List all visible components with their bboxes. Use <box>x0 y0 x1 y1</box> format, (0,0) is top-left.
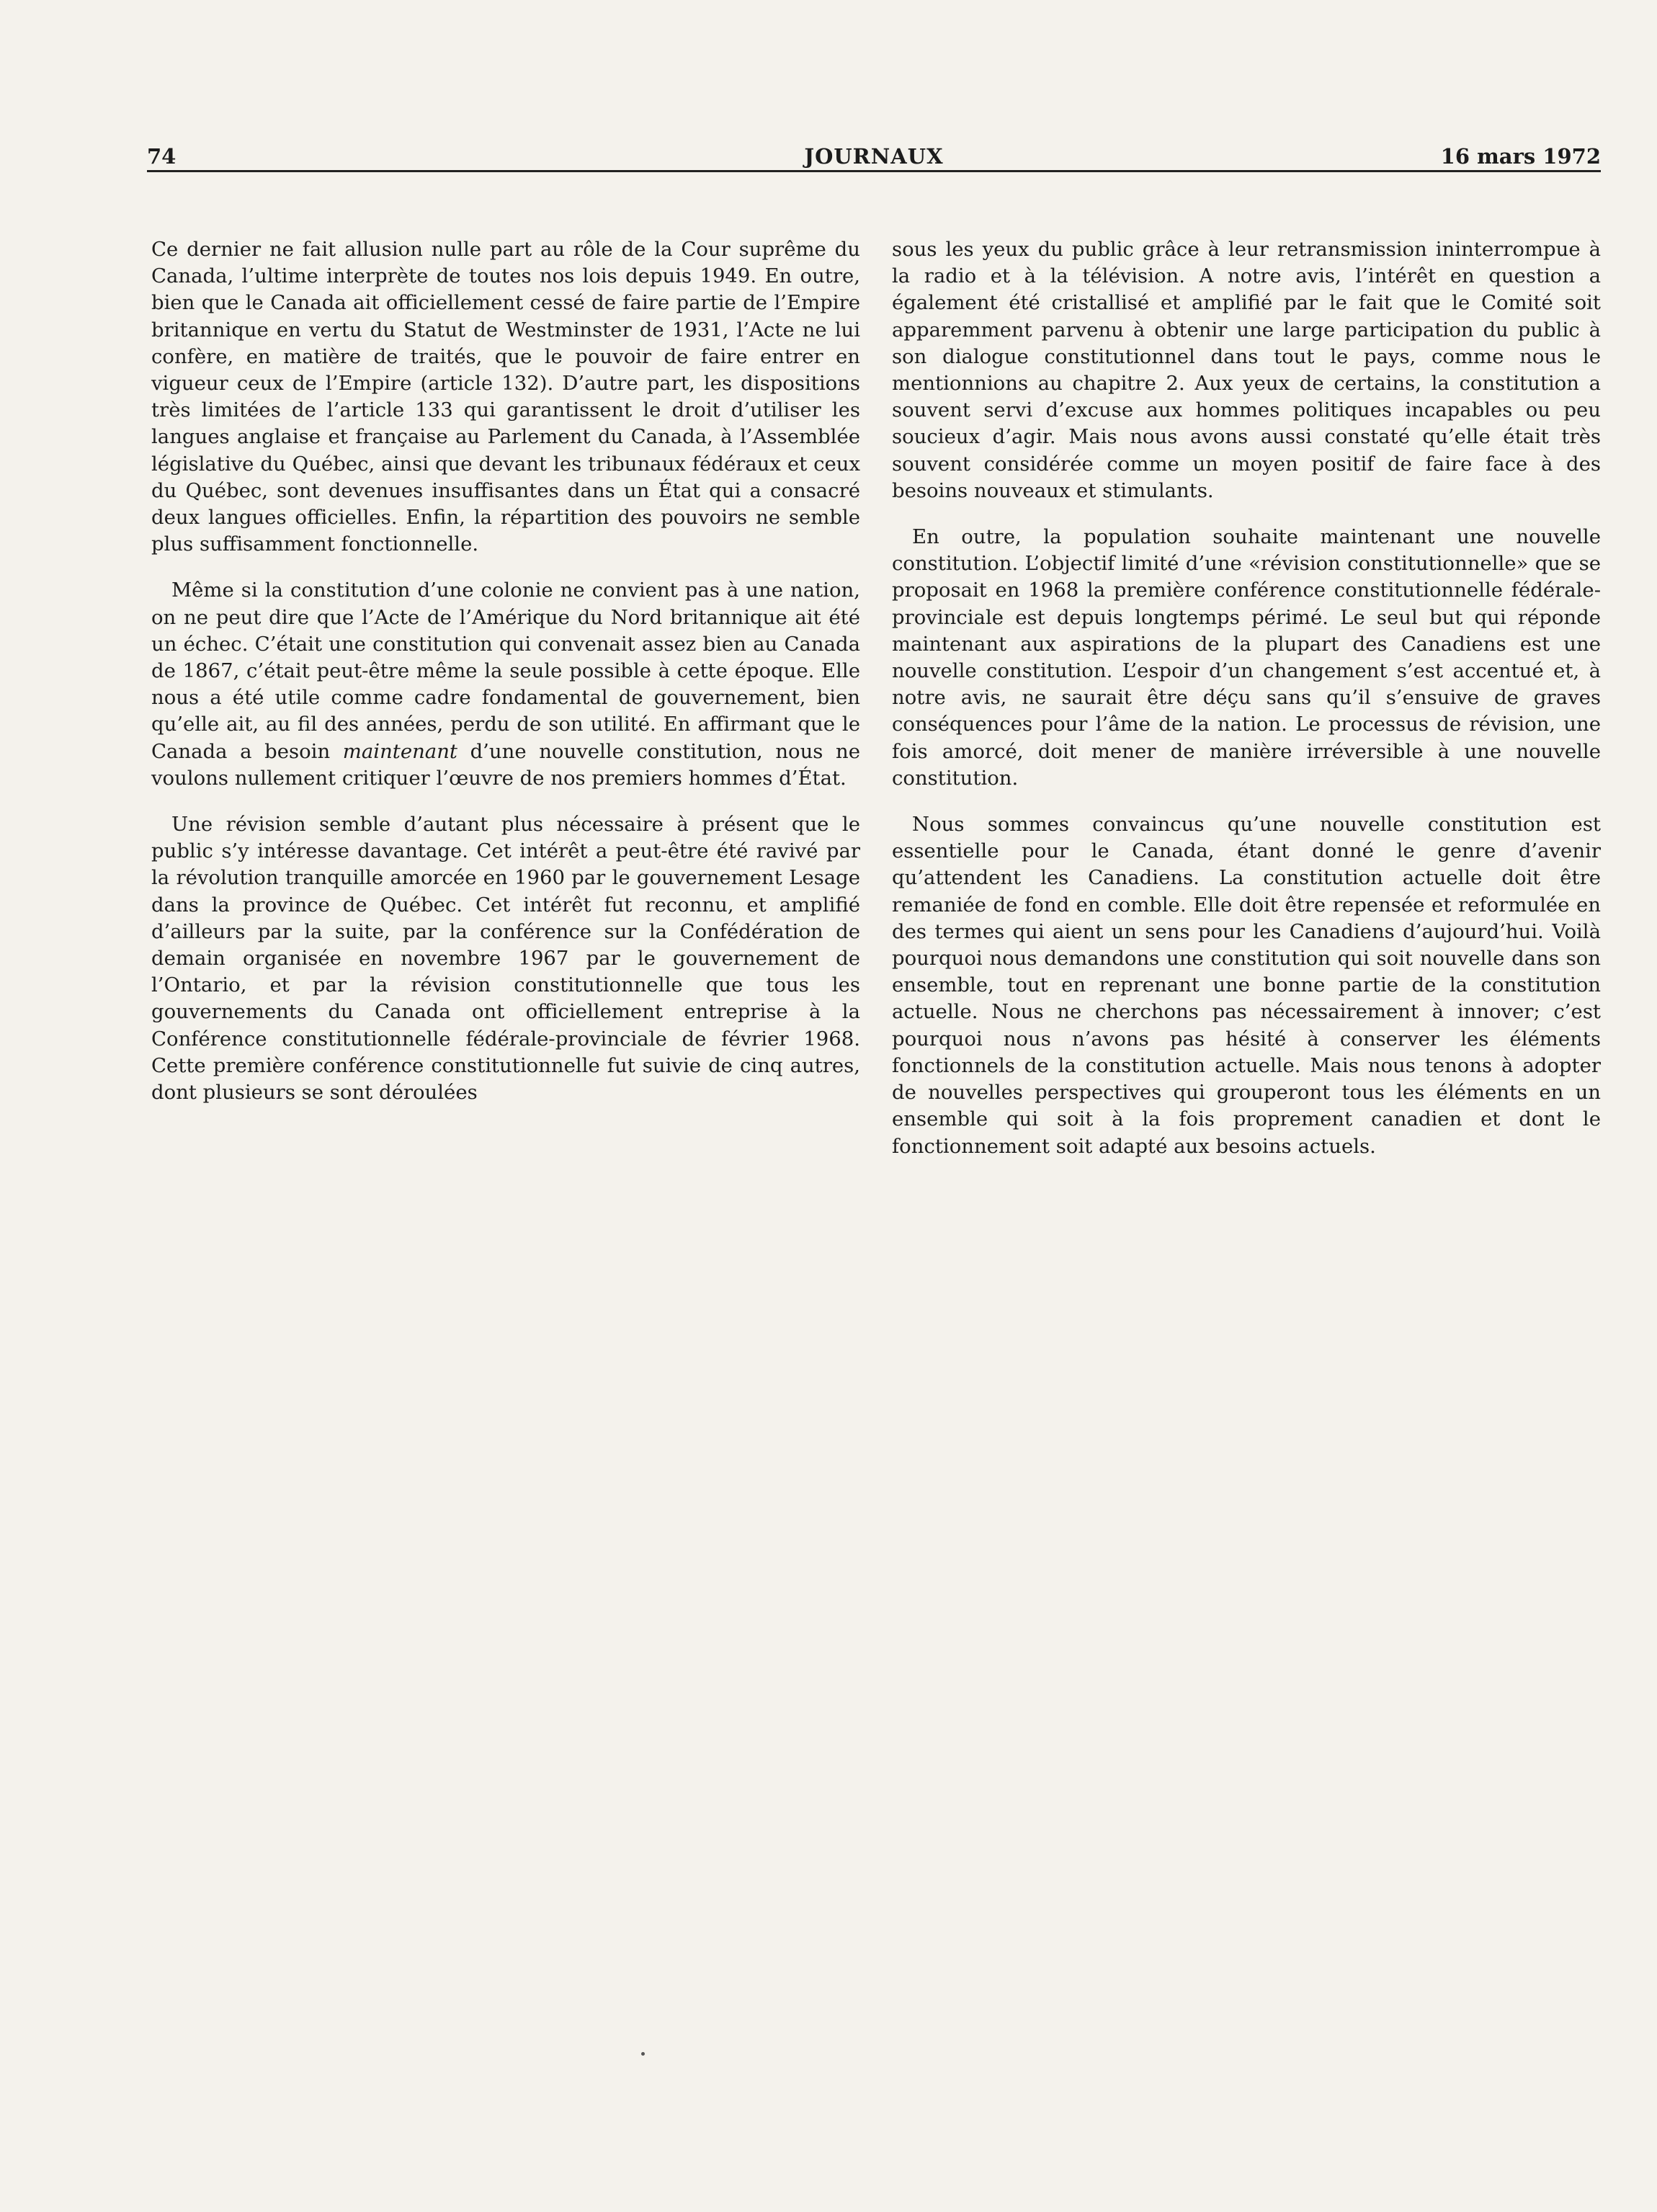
left-paragraph-3: Une révision semble d’autant plus nécessaire à présent que le public s’y intéresse davantage. Cet intérêt a peut-être été ravivé par la révolution tranquille amorcée en 1960 par le gouvernement Lesage dans la province de Québec. Cet intérêt fut reconnu, et amplifié d’ailleurs par la suite, par la conférence sur la Confédération de demain organisée en novembre 1967 par le gouvernement de l’Ontario, et par la révision constitutionnelle que tous les gouvernements du Canada ont officiellement entreprise à la Conférence constitutionnelle fédérale-provinciale de février 1968. Cette première conférence constitutionnelle fut suivie de cinq autres, dont plusieurs se sont déroulées <box>151 813 860 1105</box>
print-speck <box>641 2052 645 2056</box>
journal-title: JOURNAUX <box>804 144 944 169</box>
right-paragraph-3: Nous sommes convaincus qu’une nouvelle constitution est essentielle pour le Canada, étant donné le genre d’avenir qu’attendent les Canadiens. La constitution actuelle doit être remaniée de fond en comble. Elle doit être repensée et reformulée en des termes qui aient un sens pour les Canadiens d’aujourd’hui. Voilà pourquoi nous demandons une constitution qui soit nouvelle dans son ensemble, tout en reprenant une bonne partie de la constitution actuelle. Nous ne cherchons pas nécessairement à innover; c’est pourquoi nous n’avons pas hésité à conserver les éléments fonctionnels de la constitution actuelle. Mais nous tenons à adopter de nouvelles perspectives qui grouperont tous les éléments en un ensemble qui soit à la fois proprement canadien et dont le fonctionnement soit adapté aux besoins actuels. <box>892 813 1601 1158</box>
left-paragraph-2 <box>151 577 860 792</box>
left-paragraph-1: Ce dernier ne fait allusion nulle part au rôle de la Cour suprême du Canada, l’ultime interprète de toutes nos lois depuis 1949. En outre, bien que le Canada ait officiellement cessé de faire partie de l’Empire britannique en vertu du Statut de Westminster de 1931, l’Acte ne lui confère, en matière de traités, que le pouvoir de faire entrer en vigueur ceux de l’Empire (article 132). D’autre part, les dispositions très limitées de l’article 133 qui garantissent le droit d’utiliser les langues anglaise et française au Parlement du Canada, à l’Assemblée législative du Québec, ainsi que devant les tribunaux fédéraux et ceux du Québec, sont devenues insuffisantes dans un État qui a consacré deux langues officielles. Enfin, la répartition des pouvoirs ne semble plus suffisamment fonctionnelle. <box>151 238 860 556</box>
issue-date: 16 mars 1972 <box>1440 144 1601 169</box>
emphasis-maintenant: maintenant <box>342 739 457 763</box>
running-head <box>147 141 1601 171</box>
page-number: 74 <box>147 144 177 169</box>
right-paragraph-1: sous les yeux du public grâce à leur retransmission ininterrompue à la radio et à la télévision. A notre avis, l’intérêt en question a également été cristallisé et amplifié par le fait que le Comité soit apparemment parvenu à obtenir une large participation du public à son dialogue constitutionnel dans tout le pays, comme nous le mentionnions au chapitre 2. Aux yeux de certains, la constitution a souvent servi d’excuse aux hommes politiques incapables ou peu soucieux d’agir. Mais nous avons aussi constaté qu’elle était très souvent considérée comme un moyen positif de faire face à des besoins nouveaux et stimulants. <box>892 238 1601 502</box>
left-column <box>151 236 860 1106</box>
right-column <box>892 236 1601 1160</box>
left-paragraph-2-text-b: d’une nouvelle constitution, nous ne voulons nullement critiquer l’œuvre de nos premiers hommes d’État. <box>151 739 860 790</box>
right-paragraph-2: En outre, la population souhaite maintenant une nouvelle constitution. L’objectif limité d’une «révision constitutionnelle» que se proposait en 1968 la première conférence constitutionnelle fédérale-provinciale est depuis longtemps périmé. Le seul but qui réponde maintenant aux aspirations de la plupart des Canadiens est une nouvelle constitution. L’espoir d’un changement s’est accentué et, à notre avis, ne saurait être déçu sans qu’il s’ensuive de graves conséquences pour l’âme de la nation. Le processus de révision, une fois amorcé, doit mener de manière irréversible à une nouvelle constitution. <box>892 525 1601 790</box>
header-rule <box>147 170 1601 172</box>
left-paragraph-2-text-a: Même si la constitution d’une colonie ne convient pas à une nation, on ne peut dire que l’Acte de l’Amérique du Nord britannique ait été un échec. C’était une constitution qui convenait assez bien au Canada de 1867, c’était peut-être même la seule possible à cette époque. Elle nous a été utile comme cadre fondamental de gouvernement, bien qu’elle ait, au fil des années, perdu de son utilité. En affirmant que le Canada a besoin <box>151 579 860 763</box>
